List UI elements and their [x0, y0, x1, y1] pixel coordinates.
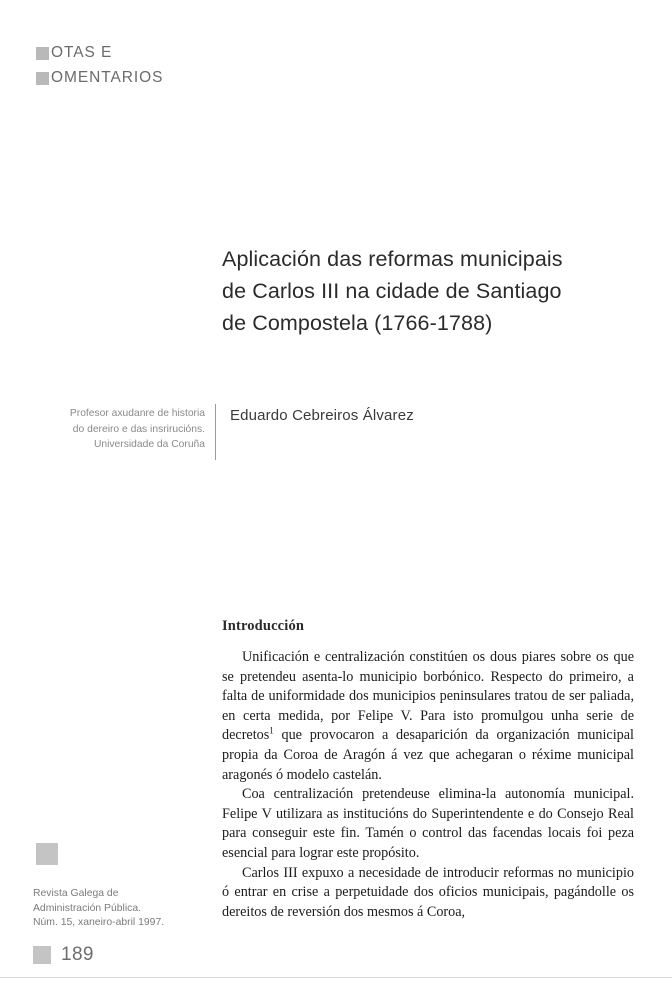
author-affiliation — [50, 406, 215, 453]
page-number: 189 — [61, 944, 94, 965]
body-paragraph-3: Carlos III expuxo a necesidade de introducir reformas no municipio ó entrar en crise a perpetuidade dos oficios municipais, pagándolle os dereitos de reversión dos mesmos á Coroa, — [222, 864, 634, 920]
colophon — [33, 887, 208, 931]
page-title — [222, 243, 634, 339]
section-header-line-2-text: OMENTARIOS — [51, 69, 164, 86]
footnote-marker: 1 — [269, 725, 274, 736]
dropcap-block-icon — [36, 47, 49, 60]
colophon-block-icon — [36, 843, 58, 865]
section-header — [36, 40, 296, 90]
colophon-line-3: Núm. 15, xaneiro-abril 1997. — [33, 917, 165, 928]
body-paragraph-1 — [222, 648, 634, 785]
page-bottom-rule — [0, 977, 672, 978]
affiliation-line-3: Universidade da Coruña — [93, 439, 205, 450]
section-header-line-1 — [36, 40, 296, 65]
title-line-2: de Carlos III na cidade de Santiago — [222, 279, 562, 303]
affiliation-line-2: do dereiro e das insrirucións. — [72, 423, 205, 435]
paragraph-1-part-a: Unificación e centralización constitúen os dous piares sobre os que se pretendeu asenta-lo municipio borbónico. Respecto do primeiro, a falta de uniformidade dos municipios peninsulares tratou de ser paliada, en certa medida, por Felipe V. Para isto promulgou unha serie de decretos — [222, 649, 634, 744]
colophon-line-1: Revista Galega de — [33, 888, 119, 899]
paragraph-1-part-b: que provocaron a desaparición da organización municipal propia da Coroa de Aragón á vez que achegaran o réxime municipal aragonés ó modelo castelán. — [222, 727, 634, 783]
author-name: Eduardo Cebreiros Álvarez — [230, 407, 414, 424]
title-line-3: de Compostela (1766-1788) — [222, 311, 493, 335]
section-header-line-1-text: OTAS E — [51, 44, 113, 61]
title-line-1: Aplicación das reformas municipais — [222, 247, 563, 271]
section-header-line-2 — [36, 65, 296, 90]
dropcap-block-icon-2 — [36, 72, 49, 85]
page-number-row — [33, 944, 94, 966]
section-heading-introduccion: Introducción — [222, 618, 305, 634]
body-column — [222, 618, 634, 922]
page-number-block-icon — [33, 946, 51, 964]
colophon-line-2: Administración Pública. — [33, 902, 141, 914]
body-paragraph-2: Coa centralización pretendeuse elimina-la autonomía municipal. Felipe V utilizara as institucións do Superintendente e do Consejo Real para conseguir este fin. Tamén o control das facendas locais foi peza esencial para lograr este propósito. — [222, 786, 634, 861]
author-block — [50, 406, 634, 460]
affiliation-line-1: Profesor axudanre de historia — [69, 408, 205, 419]
